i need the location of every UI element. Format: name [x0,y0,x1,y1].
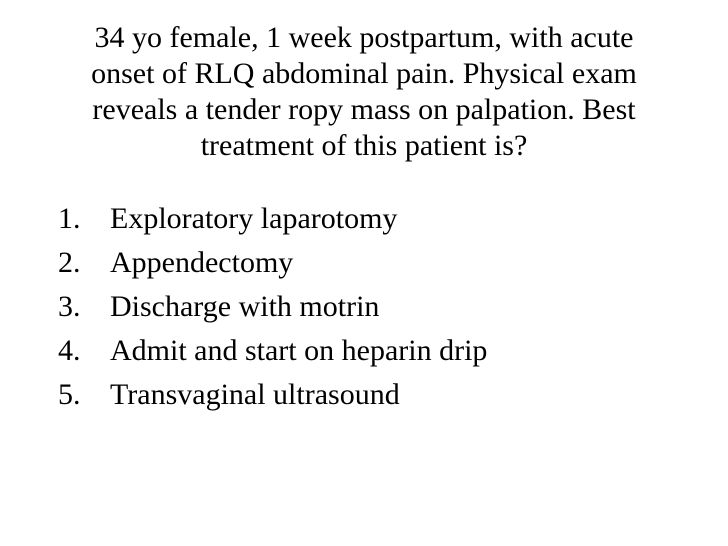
answer-number: 4. [58,334,81,367]
answer-list [58,197,487,417]
question-line: reveals a tender ropy mass on palpation. Best [92,93,636,126]
answer-text: Appendectomy [110,246,294,279]
answer-option-5 [58,373,487,417]
answer-number: 5. [58,378,81,411]
question-line: onset of RLQ abdominal pain. Physical exam [91,57,637,90]
question-title [56,20,672,164]
question-line: treatment of this patient is? [200,129,528,162]
answer-option-1 [58,197,487,241]
question-line: 34 yo female, 1 week postpartum, with acute [94,21,634,54]
answer-option-4 [58,329,487,373]
answer-option-3 [58,285,487,329]
answer-text: Exploratory laparotomy [110,202,398,235]
answer-text: Admit and start on heparin drip [110,334,488,367]
answer-number: 1. [58,202,81,235]
answer-number: 2. [58,246,81,279]
answer-number: 3. [58,290,81,323]
answer-option-2 [58,241,487,285]
answer-text: Discharge with motrin [110,290,380,323]
answer-text: Transvaginal ultrasound [110,378,400,411]
